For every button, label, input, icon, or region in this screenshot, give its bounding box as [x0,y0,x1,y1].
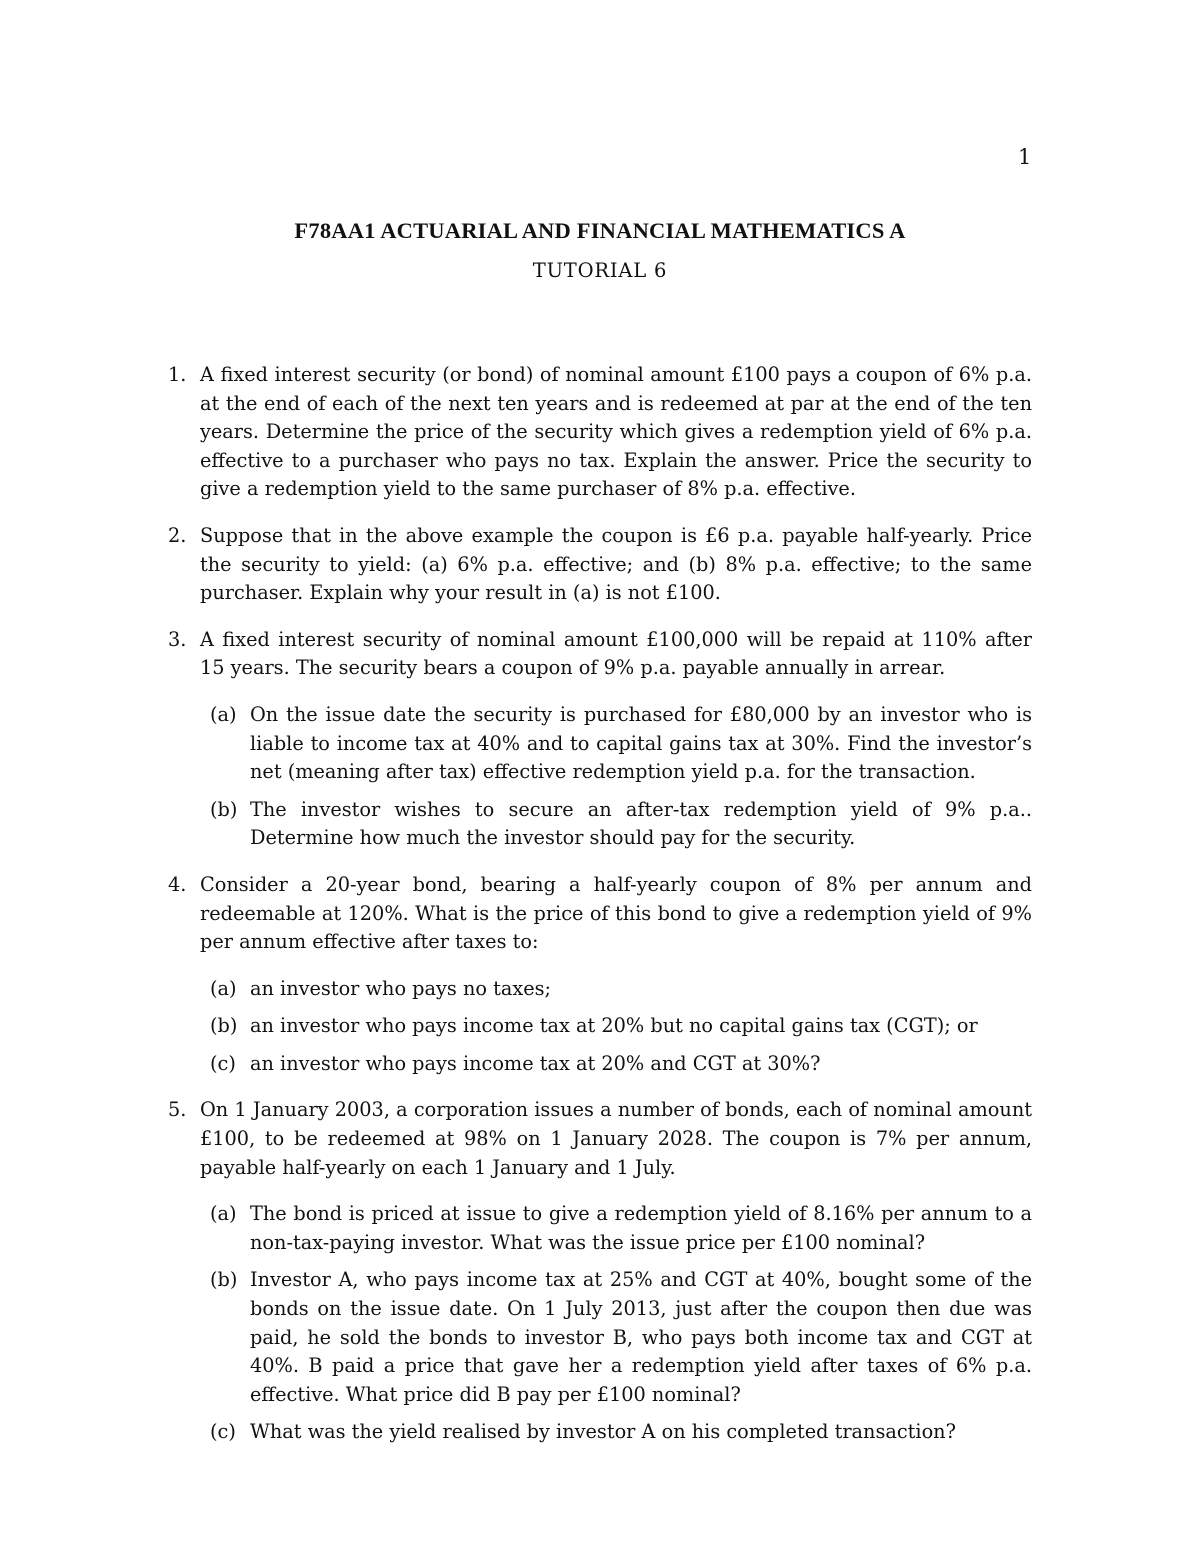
question-5 [168,1096,1032,1447]
question-text: Consider a 20-year bond, bearing a half-yearly coupon of 8% per annum and redeemable at 120%. What is the price of this bond to give a redemption yield of 9% per annum effective after taxes to: [200,872,1032,954]
question-part [200,1200,1032,1257]
question-3 [168,626,1032,853]
question-number: 4. [168,872,187,896]
question-part [200,701,1032,787]
part-text: an investor who pays income tax at 20% but no capital gains tax (CGT); or [250,1014,978,1038]
part-label: (a) [210,1202,237,1226]
question-part [200,1050,1032,1079]
question-part [200,1266,1032,1409]
part-label: (b) [210,797,238,821]
question-parts [200,701,1032,853]
part-text: The investor wishes to secure an after-tax redemption yield of 9% p.a.. Determine how much the investor should pay for the security. [250,797,1032,850]
part-text: On the issue date the security is purchased for £80,000 by an investor who is liable to income tax at 40% and to capital gains tax at 30%. Find the investor’s net (meaning after tax) effective redemption yield p.a. for the transaction. [250,702,1032,784]
question-part [200,796,1032,853]
part-label: (a) [210,702,237,726]
question-number: 3. [168,627,187,651]
question-text: Suppose that in the above example the coupon is £6 p.a. payable half-yearly. Price the security to yield: (a) 6% p.a. effective; and (b) 8% p.a. effective; to the same purchaser. Explain why your result in (a) is not £100. [200,523,1032,605]
part-label: (b) [210,1014,238,1038]
part-text: What was the yield realised by investor A on his completed transaction? [250,1420,956,1444]
part-text: The bond is priced at issue to give a redemption yield of 8.16% per annum to a non-tax-paying investor. What was the issue price per £100 nominal? [250,1202,1032,1254]
part-text: Investor A, who pays income tax at 25% and CGT at 40%, bought some of the bonds on the issue date. On 1 July 2013, just after the coupon then due was paid, he sold the bonds to investor B, who pays both income tax and CGT at 40%. B paid a price that gave her a redemption yield after taxes of 6% p.a. effective. What price did B pay per £100 nominal? [250,1268,1032,1406]
page-number: 1 [1018,145,1032,169]
question-4 [168,871,1032,1079]
question-number: 5. [168,1098,187,1122]
question-text: A fixed interest security of nominal amount £100,000 will be repaid at 110% after 15 years. The security bears a coupon of 9% p.a. payable annually in arrear. [200,627,1032,680]
question-1 [168,361,1032,504]
question-part [200,1418,1032,1447]
part-label: (c) [210,1051,236,1075]
document-title: F78AA1 ACTUARIAL AND FINANCIAL MATHEMATICS A [294,218,906,243]
question-list [168,361,1032,1465]
part-text: an investor who pays income tax at 20% and CGT at 30%? [250,1051,821,1075]
question-parts [200,1200,1032,1447]
question-part [200,1012,1032,1041]
question-text: On 1 January 2003, a corporation issues a number of bonds, each of nominal amount £100, to be redeemed at 98% on 1 January 2028. The coupon is 7% per annum, payable half-yearly on each 1 January and 1 July. [200,1098,1032,1179]
part-label: (c) [210,1420,236,1444]
question-number: 1. [168,363,187,386]
question-text: A fixed interest security (or bond) of nominal amount £100 pays a coupon of 6% p.a. at the end of each of the next ten years and is redeemed at par at the end of the ten years. Determine the price of the security which gives a redemption yield of 6% p.a. effective to a purchaser who pays no tax. Explain the answer. Price the security to give a redemption yield to the same purchaser of 8% p.a. effective. [200,363,1032,501]
part-text: an investor who pays no taxes; [250,976,552,1000]
part-label: (b) [210,1268,238,1292]
question-part [200,975,1032,1004]
question-2 [168,522,1032,608]
question-number: 2. [168,523,187,547]
part-label: (a) [210,976,237,1000]
document-subtitle: TUTORIAL 6 [532,259,668,282]
title-block [0,214,1200,288]
question-parts [200,975,1032,1079]
